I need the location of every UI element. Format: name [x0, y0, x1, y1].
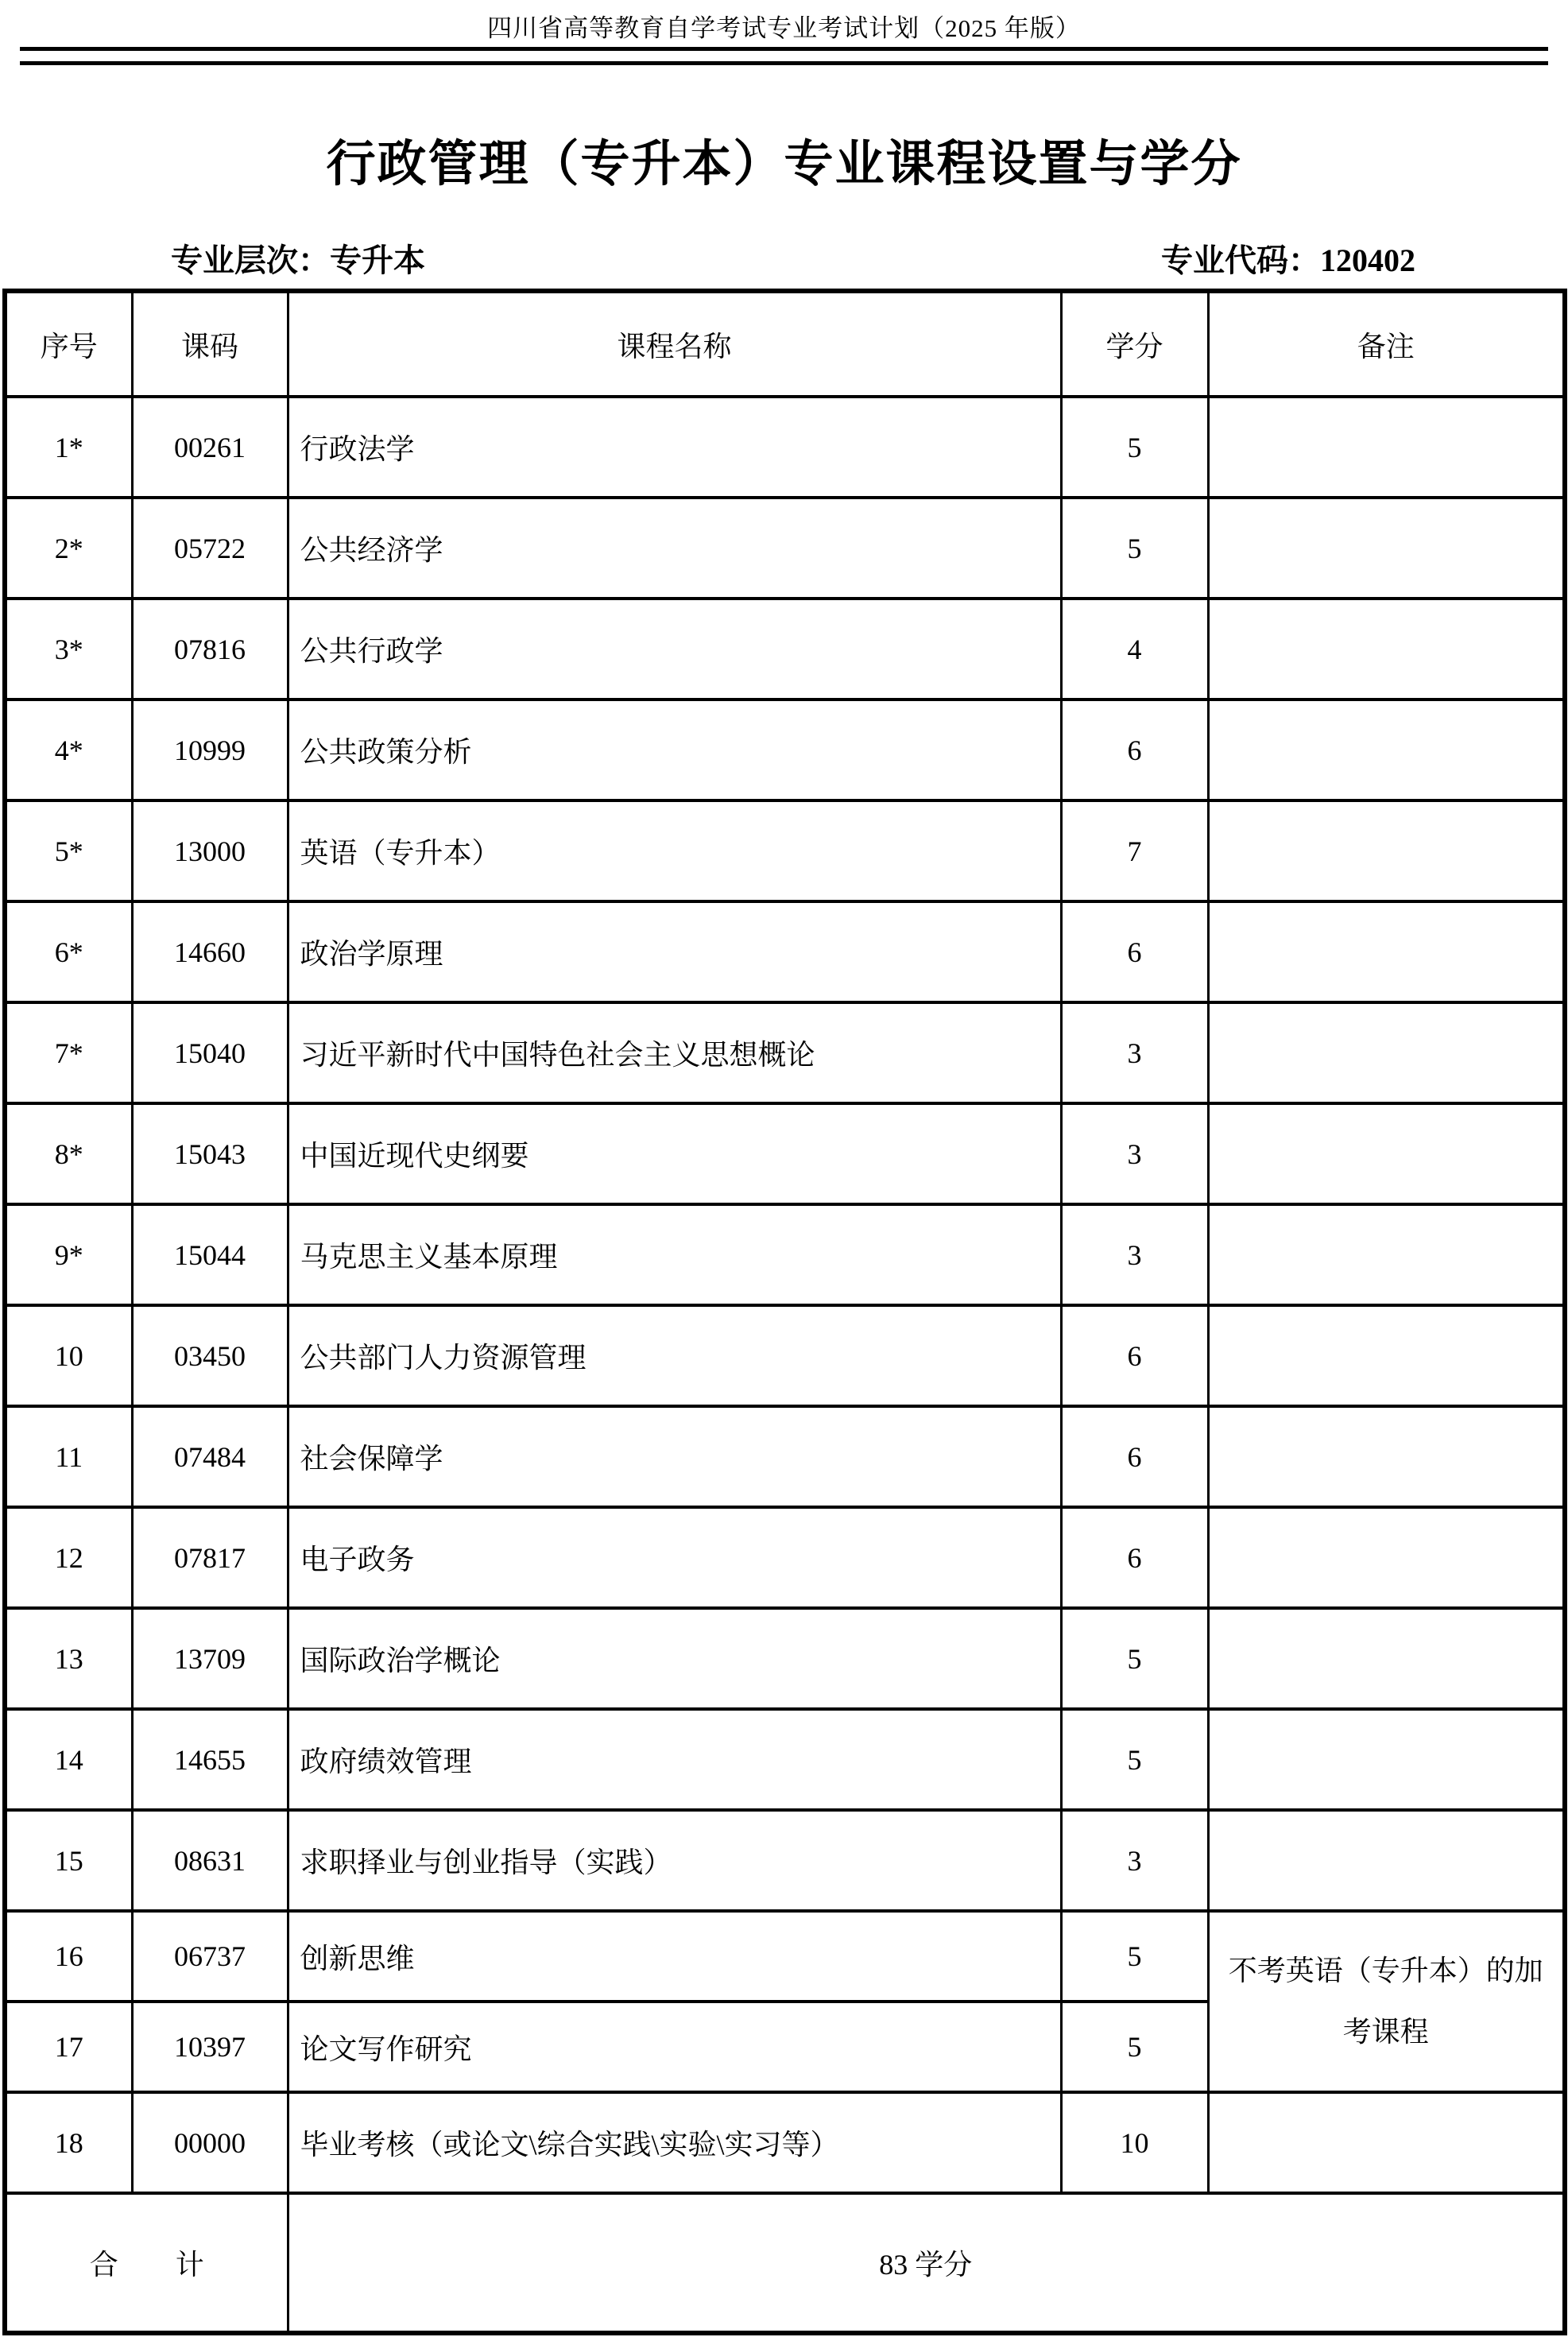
table-row: [5, 901, 1565, 1002]
course-name-cell: 行政法学: [288, 397, 1061, 498]
seq-cell: 2*: [5, 498, 132, 599]
credits-cell: 3: [1061, 1810, 1208, 1911]
code-cell: 00000: [132, 2092, 288, 2193]
seq-cell: 7*: [5, 1002, 132, 1103]
credits-cell: 6: [1061, 1406, 1208, 1507]
header-credits: 学分: [1061, 291, 1208, 397]
remark-cell: [1208, 1406, 1565, 1507]
header-double-rule: [20, 47, 1548, 65]
course-name-cell: 创新思维: [288, 1911, 1061, 2002]
table-row: [5, 1810, 1565, 1911]
table-header-row: [5, 291, 1565, 397]
remark-cell: [1208, 1204, 1565, 1305]
remark-cell: [1208, 1709, 1565, 1810]
seq-cell: 17: [5, 2002, 132, 2092]
page-title: 行政管理（专升本）专业课程设置与学分: [326, 138, 1242, 192]
code-cell: 14660: [132, 901, 288, 1002]
running-header: 四川省高等教育自学考试专业考试计划（2025 年版）: [487, 14, 1081, 42]
credits-cell: 3: [1061, 1002, 1208, 1103]
code-cell: 10999: [132, 700, 288, 800]
remark-cell: [1208, 1103, 1565, 1204]
remark-cell: [1208, 1608, 1565, 1709]
seq-cell: 16: [5, 1911, 132, 2002]
seq-cell: 13: [5, 1608, 132, 1709]
remark-cell: [1208, 2092, 1565, 2193]
header-remark: 备注: [1208, 291, 1565, 397]
course-name-cell: 社会保障学: [288, 1406, 1061, 1507]
remark-cell: [1208, 1810, 1565, 1911]
table-row: [5, 1608, 1565, 1709]
code-cell: 07484: [132, 1406, 288, 1507]
major-level-label: 专业层次：专升本: [171, 242, 425, 278]
credits-cell: 3: [1061, 1204, 1208, 1305]
table-row: [5, 2092, 1565, 2193]
code-cell: 13709: [132, 1608, 288, 1709]
seq-cell: 9*: [5, 1204, 132, 1305]
credits-cell: 10: [1061, 2092, 1208, 2193]
major-code-label: 专业代码：120402: [1161, 242, 1415, 278]
table-row: [5, 1002, 1565, 1103]
course-name-cell: 政治学原理: [288, 901, 1061, 1002]
seq-cell: 6*: [5, 901, 132, 1002]
course-name-cell: 公共经济学: [288, 498, 1061, 599]
course-name-cell: 毕业考核（或论文\综合实践\实验\实习等）: [288, 2092, 1061, 2193]
seq-cell: 5*: [5, 800, 132, 901]
remark-cell: [1208, 901, 1565, 1002]
remark-cell: [1208, 1002, 1565, 1103]
seq-cell: 18: [5, 2092, 132, 2193]
seq-cell: 3*: [5, 599, 132, 700]
course-name-cell: 公共部门人力资源管理: [288, 1305, 1061, 1406]
header-code: 课码: [132, 291, 288, 397]
course-table: [2, 289, 1567, 2335]
code-cell: 07817: [132, 1507, 288, 1608]
credits-cell: 5: [1061, 1608, 1208, 1709]
table-row: [5, 1507, 1565, 1608]
credits-cell: 7: [1061, 800, 1208, 901]
code-cell: 05722: [132, 498, 288, 599]
remark-cell: [1208, 700, 1565, 800]
seq-cell: 15: [5, 1810, 132, 1911]
course-name-cell: 马克思主义基本原理: [288, 1204, 1061, 1305]
header-no: 序号: [5, 291, 132, 397]
remark-cell: [1208, 599, 1565, 700]
table-row: [5, 1204, 1565, 1305]
remark-cell: [1208, 800, 1565, 901]
code-cell: 00261: [132, 397, 288, 498]
credits-cell: 6: [1061, 901, 1208, 1002]
seq-cell: 10: [5, 1305, 132, 1406]
seq-cell: 8*: [5, 1103, 132, 1204]
course-name-cell: 论文写作研究: [288, 2002, 1061, 2092]
table-row: [5, 1103, 1565, 1204]
course-name-cell: 公共政策分析: [288, 700, 1061, 800]
table-row: [5, 1709, 1565, 1810]
course-name-cell: 习近平新时代中国特色社会主义思想概论: [288, 1002, 1061, 1103]
credits-cell: 6: [1061, 1305, 1208, 1406]
course-name-cell: 英语（专升本）: [288, 800, 1061, 901]
total-row: [5, 2193, 1565, 2333]
code-cell: 14655: [132, 1709, 288, 1810]
remark-cell: [1208, 397, 1565, 498]
credits-cell: 3: [1061, 1103, 1208, 1204]
credits-cell: 5: [1061, 498, 1208, 599]
table-row: [5, 800, 1565, 901]
code-cell: 03450: [132, 1305, 288, 1406]
code-cell: 15040: [132, 1002, 288, 1103]
remark-cell: [1208, 1507, 1565, 1608]
meta-row: [0, 235, 1568, 277]
merged-remark-cell: 不考英语（专升本）的加考课程: [1208, 1911, 1565, 2092]
code-cell: 13000: [132, 800, 288, 901]
course-name-cell: 电子政务: [288, 1507, 1061, 1608]
total-label-cell: 合 计: [5, 2193, 288, 2333]
code-cell: 08631: [132, 1810, 288, 1911]
credits-cell: 5: [1061, 2002, 1208, 2092]
table-row: [5, 498, 1565, 599]
seq-cell: 1*: [5, 397, 132, 498]
course-name-cell: 政府绩效管理: [288, 1709, 1061, 1810]
table-row: [5, 1406, 1565, 1507]
table-row: [5, 1911, 1565, 2002]
seq-cell: 11: [5, 1406, 132, 1507]
code-cell: 06737: [132, 1911, 288, 2002]
credits-cell: 5: [1061, 1709, 1208, 1810]
credits-cell: 6: [1061, 1507, 1208, 1608]
code-cell: 10397: [132, 2002, 288, 2092]
code-cell: 07816: [132, 599, 288, 700]
table-row: [5, 397, 1565, 498]
code-cell: 15043: [132, 1103, 288, 1204]
table-row: [5, 599, 1565, 700]
credits-cell: 6: [1061, 700, 1208, 800]
course-name-cell: 求职择业与创业指导（实践）: [288, 1810, 1061, 1911]
course-name-cell: 中国近现代史纲要: [288, 1103, 1061, 1204]
table-row: [5, 1305, 1565, 1406]
credits-cell: 5: [1061, 397, 1208, 498]
total-value-cell: 83 学分: [288, 2193, 1565, 2333]
remark-cell: [1208, 498, 1565, 599]
seq-cell: 4*: [5, 700, 132, 800]
table-row: [5, 700, 1565, 800]
code-cell: 15044: [132, 1204, 288, 1305]
remark-cell: [1208, 1305, 1565, 1406]
seq-cell: 12: [5, 1507, 132, 1608]
course-name-cell: 公共行政学: [288, 599, 1061, 700]
credits-cell: 4: [1061, 599, 1208, 700]
course-name-cell: 国际政治学概论: [288, 1608, 1061, 1709]
credits-cell: 5: [1061, 1911, 1208, 2002]
seq-cell: 14: [5, 1709, 132, 1810]
header-name: 课程名称: [288, 291, 1061, 397]
